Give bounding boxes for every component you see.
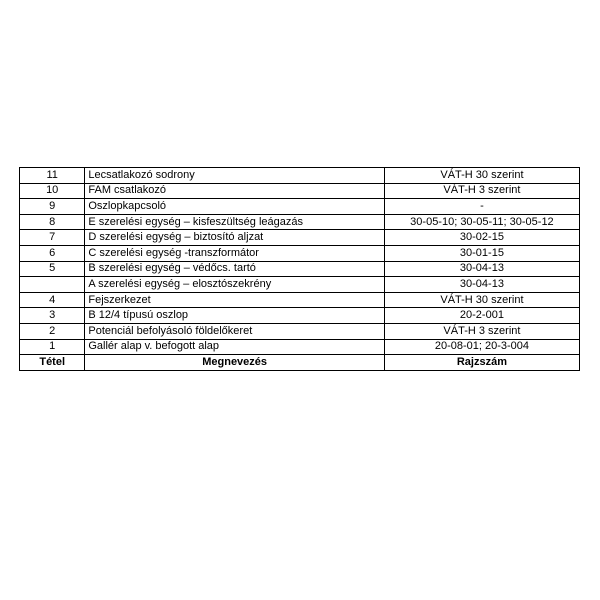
table-row	[20, 292, 580, 308]
item-name-cell: Gallér alap v. befogott alap	[85, 339, 385, 355]
table-row	[20, 261, 580, 277]
drawing-number-cell: 30-01-15	[384, 245, 579, 261]
item-name-cell: Fejszerkezet	[85, 292, 385, 308]
drawing-number-cell: 20-2-001	[384, 308, 579, 324]
item-number-cell: 2	[20, 323, 85, 339]
parts-list-body	[20, 168, 580, 371]
table-row	[20, 323, 580, 339]
drawing-number-cell: VÁT-H 30 szerint	[384, 292, 579, 308]
table-row	[20, 183, 580, 199]
item-number-cell: 11	[20, 168, 85, 184]
header-name: Megnevezés	[85, 355, 385, 371]
item-number-cell	[20, 277, 85, 293]
item-name-cell: FAM csatlakozó	[85, 183, 385, 199]
table-row	[20, 168, 580, 184]
item-name-cell: E szerelési egység – kisfeszültség leágazás	[85, 214, 385, 230]
item-number-cell: 10	[20, 183, 85, 199]
drawing-number-cell: 30-05-10; 30-05-11; 30-05-12	[384, 214, 579, 230]
table-row	[20, 277, 580, 293]
item-number-cell: 7	[20, 230, 85, 246]
table-row	[20, 214, 580, 230]
drawing-number-cell: VÁT-H 30 szerint	[384, 168, 579, 184]
item-name-cell: Potenciál befolyásoló földelőkeret	[85, 323, 385, 339]
item-number-cell: 9	[20, 199, 85, 215]
table-row	[20, 199, 580, 215]
drawing-number-cell: 30-04-13	[384, 277, 579, 293]
table-row	[20, 339, 580, 355]
table-row	[20, 245, 580, 261]
parts-list-table	[19, 167, 580, 371]
item-number-cell: 8	[20, 214, 85, 230]
item-number-cell: 4	[20, 292, 85, 308]
drawing-number-cell: -	[384, 199, 579, 215]
item-number-cell: 1	[20, 339, 85, 355]
table-header-row	[20, 355, 580, 371]
item-number-cell: 6	[20, 245, 85, 261]
table-row	[20, 230, 580, 246]
item-name-cell: A szerelési egység – elosztószekrény	[85, 277, 385, 293]
item-name-cell: D szerelési egység – biztosító aljzat	[85, 230, 385, 246]
drawing-number-cell: 30-02-15	[384, 230, 579, 246]
header-item: Tétel	[20, 355, 85, 371]
item-number-cell: 3	[20, 308, 85, 324]
item-number-cell: 5	[20, 261, 85, 277]
table-row	[20, 308, 580, 324]
item-name-cell: B szerelési egység – védőcs. tartó	[85, 261, 385, 277]
item-name-cell: Oszlopkapcsoló	[85, 199, 385, 215]
item-name-cell: B 12/4 típusú oszlop	[85, 308, 385, 324]
item-name-cell: C szerelési egység -transzformátor	[85, 245, 385, 261]
drawing-number-cell: 20-08-01; 20-3-004	[384, 339, 579, 355]
drawing-number-cell: 30-04-13	[384, 261, 579, 277]
drawing-number-cell: VÁT-H 3 szerint	[384, 183, 579, 199]
header-drawing-number: Rajzszám	[384, 355, 579, 371]
item-name-cell: Lecsatlakozó sodrony	[85, 168, 385, 184]
drawing-number-cell: VÁT-H 3 szerint	[384, 323, 579, 339]
